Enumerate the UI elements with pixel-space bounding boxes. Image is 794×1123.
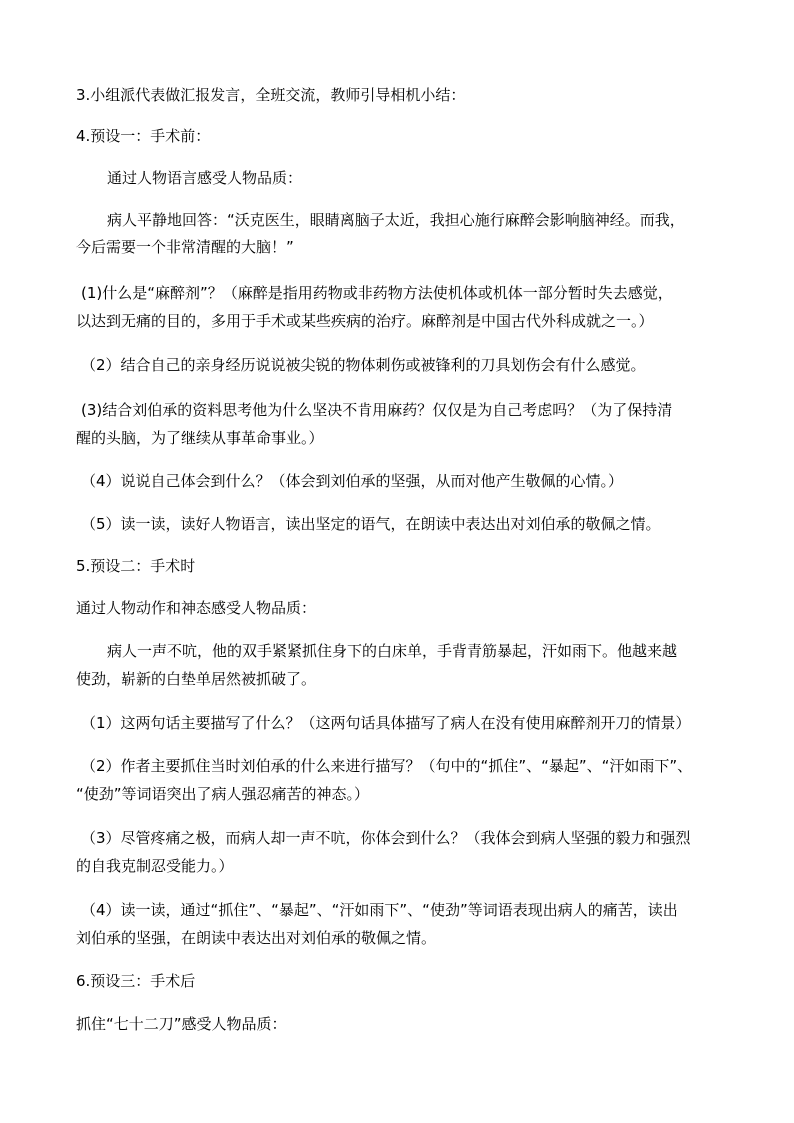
question-4: （4）说说自己体会到什么？（体会到刘伯承的坚强，从而对他产生敬佩的心情。） (81, 472, 624, 490)
question-6: （1）这两句话主要描写了什么？（这两句话具体描写了病人在没有使用麻醉剂开刀的情景） (81, 714, 691, 732)
question-3-line-1: (3)结合刘伯承的资料思考他为什么坚决不肯用麻药？仅仅是为自己考虑吗？（为了保持清 (81, 401, 673, 419)
question-1-line-1: (1)什么是“麻醉剂”？（麻醉是指用药物或非药物方法使机体或机体一部分暂时失去感觉， (81, 284, 673, 302)
question-5: （5）读一读，读好人物语言，读出坚定的语气，在朗读中表达出对刘伯承的敬佩之情。 (81, 515, 661, 533)
subheading-language: 通过人物语言感受人物品质： (107, 169, 303, 187)
question-7-line-1: （2）作者主要抓住当时刘伯承的什么来进行描写？（句中的“抓住”、“暴起”、“汗如雨下”、 (81, 757, 693, 775)
question-8-line-1: （3）尽管疼痛之极，而病人却一声不吭，你体会到什么？（我体会到病人坚强的毅力和强烈 (81, 829, 691, 847)
question-9-line-2: 刘伯承的坚强，在朗读中表达出对刘伯承的敬佩之情。 (76, 929, 437, 947)
question-2: （2）结合自己的亲身经历说说被尖锐的物体刺伤或被锋利的刀具划伤会有什么感觉。 (81, 356, 646, 374)
question-8-line-2: 的自我克制忍受能力。） (76, 857, 234, 875)
question-7-line-2: “使劲”等词语突出了病人强忍痛苦的神态。） (76, 785, 370, 803)
quote-line-1: 病人平静地回答：“沃克医生，眼睛离脑子太近，我担心施行麻醉会影响脑神经。而我， (107, 211, 685, 229)
question-3-line-2: 醒的头脑，为了继续从事革命事业。） (76, 429, 324, 447)
subheading-action: 通过人物动作和神态感受人物品质： (76, 599, 317, 617)
passage-line-2: 使劲，崭新的白垫单居然被抓破了。 (76, 670, 317, 688)
heading-preset-1: 4.预设一：手术前： (76, 127, 211, 145)
question-1-line-2: 以达到无痛的目的，多用于手术或某些疾病的治疗。麻醉剂是中国古代外科成就之一。） (76, 312, 654, 330)
question-9-line-1: （4）读一读，通过“抓住”、“暴起”、“汗如雨下”、“使劲”等词语表现出病人的痛苦，读出 (81, 901, 678, 919)
quote-line-2: 今后需要一个非常清醒的大脑！” (76, 238, 294, 256)
heading-preset-2: 5.预设二：手术时 (76, 557, 196, 575)
subheading-72-cuts: 抓住“七十二刀”感受人物品质： (76, 1015, 287, 1033)
paragraph-step-3: 3.小组派代表做汇报发言，全班交流，教师引导相机小结： (76, 86, 466, 104)
passage-line-1: 病人一声不吭，他的双手紧紧抓住身下的白床单，手背青筋暴起，汗如雨下。他越来越 (107, 642, 678, 660)
heading-preset-3: 6.预设三：手术后 (76, 972, 196, 990)
